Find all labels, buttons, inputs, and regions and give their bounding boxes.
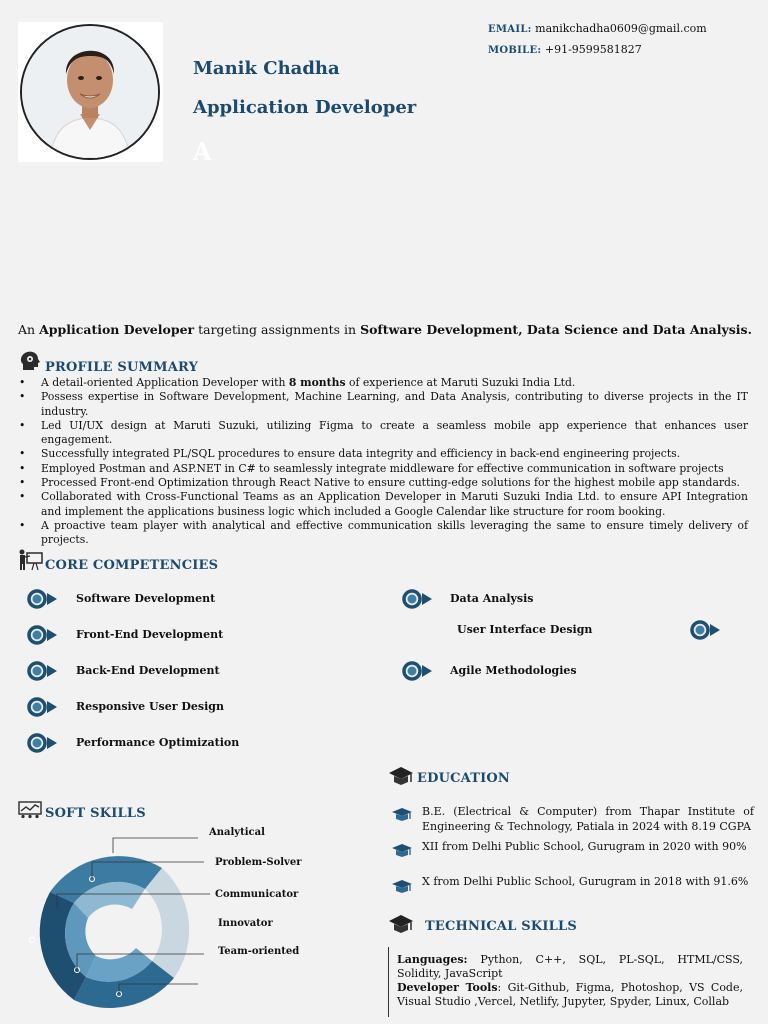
technical-skills-title: TECHNICAL SKILLS (425, 919, 577, 934)
languages-label: Languages: (397, 953, 468, 966)
target-arrow-icon (402, 589, 436, 609)
email-value[interactable]: manikchadha0609@gmail.com (535, 22, 707, 35)
soft-skills-ring-graphic (14, 836, 214, 1016)
soft-skill-label: Communicator (215, 889, 299, 900)
graduation-cap-icon (388, 765, 414, 791)
competency-item: Software Development (76, 592, 216, 605)
graduation-cap-icon (391, 878, 413, 896)
tools-line (397, 981, 743, 1009)
email-label: EMAIL: (488, 24, 532, 35)
candidate-name: Manik Chadha (193, 58, 340, 79)
summary-highlight: 8 months (288, 376, 346, 389)
soft-skill-label: Innovator (218, 918, 273, 929)
email-line (488, 22, 707, 35)
soft-skill-label: Analytical (209, 827, 265, 838)
graduation-cap-icon (391, 842, 413, 860)
soft-skills-title: SOFT SKILLS (45, 806, 146, 821)
tools-label: Developer Tools (397, 981, 498, 994)
target-arrow-icon (27, 733, 61, 753)
summary-text: A detail-oriented Application Developer with (41, 376, 289, 389)
ghost-letter: A (193, 137, 212, 166)
competency-item: Front-End Development (76, 628, 224, 641)
education-item: X from Delhi Public School, Gurugram in 2018 with 91.6% (422, 875, 749, 888)
tools-value: : Git-Github, Figma, Photoshop, VS Code, Visual Studio ,Vercel, Netlify, Jupyter, Spyder, Linux, Collab (397, 981, 743, 1008)
education-item: B.E. (Electrical & Computer) from Thapar Institute of Engineering & Technology, Patiala in 2024 with 8.19 CGPA (422, 805, 754, 833)
soft-skill-label: Problem-Solver (215, 857, 302, 868)
objective-middle: targeting assignments in (194, 322, 361, 337)
competency-item: Data Analysis (450, 592, 534, 605)
competency-item: Agile Methodologies (450, 664, 577, 677)
education-title: EDUCATION (417, 771, 511, 786)
soft-skill-label: Team-oriented (218, 946, 300, 957)
summary-text: of experience at Maruti Suzuki India Ltd. (345, 376, 576, 389)
objective-role: Application Developer (39, 322, 195, 337)
profile-photo (20, 24, 160, 160)
languages-line (397, 953, 743, 981)
target-arrow-icon (690, 620, 724, 640)
target-arrow-icon (27, 625, 61, 645)
profile-summary-list (18, 376, 748, 548)
list-item: • Employed Postman and ASP.NET in C# to seamlessly integrate middleware for effective communication in software projects (18, 462, 748, 476)
target-arrow-icon (27, 697, 61, 717)
profile-summary-title: PROFILE SUMMARY (45, 360, 199, 375)
target-arrow-icon (27, 661, 61, 681)
competency-item: User Interface Design (457, 623, 593, 636)
list-item: • Successfully integrated PL/SQL procedures to ensure data integrity and efficiency in back-end engineering projects. (18, 447, 748, 461)
graduation-cap-icon (388, 913, 414, 939)
list-item (18, 376, 748, 390)
list-item: • Collaborated with Cross-Functional Teams as an Application Developer in Maruti Suzuki India Ltd. to ensure API Integration and implement the applications business logic which included a Google Calendar like structure for room booking. (18, 490, 748, 519)
objective-line (18, 322, 758, 337)
candidate-role: Application Developer (193, 97, 417, 118)
competency-item: Performance Optimization (76, 736, 240, 749)
divider (388, 947, 389, 1017)
list-item: • A proactive team player with analytical and effective communication skills leveraging the same to ensure timely delivery of projects. (18, 519, 748, 548)
mobile-label: MOBILE: (488, 45, 542, 56)
mobile-line (488, 43, 642, 56)
core-competencies-title: CORE COMPETENCIES (45, 558, 219, 573)
education-item: XII from Delhi Public School, Gurugram in 2020 with 90% (422, 840, 747, 853)
objective-prefix: An (18, 322, 40, 337)
mobile-value: +91-9599581827 (544, 43, 642, 56)
competency-item: Back-End Development (76, 664, 220, 677)
list-item: • Processed Front-end Optimization through React Native to ensure cutting-edge solutions for the highest mobile app standards. (18, 476, 748, 490)
teamwork-chart-icon (18, 801, 42, 823)
presenter-icon (18, 549, 44, 575)
list-item: • Led UI/UX design at Maruti Suzuki, utilizing Figma to create a seamless mobile app experience that enhances user engagement. (18, 419, 748, 448)
head-gear-icon (18, 350, 42, 374)
graduation-cap-icon (391, 806, 413, 824)
competency-item: Responsive User Design (76, 700, 224, 713)
target-arrow-icon (402, 661, 436, 681)
target-arrow-icon (27, 589, 61, 609)
languages-value: Python, C++, SQL, PL-SQL, HTML/CSS, Solidity, JavaScript (397, 953, 743, 980)
list-item: • Possess expertise in Software Development, Machine Learning, and Data Analysis, contributing to diverse projects in the IT industry. (18, 390, 748, 419)
objective-areas: Software Development, Data Science and Data Analysis. (360, 322, 752, 337)
technical-skills-block (397, 953, 743, 1009)
